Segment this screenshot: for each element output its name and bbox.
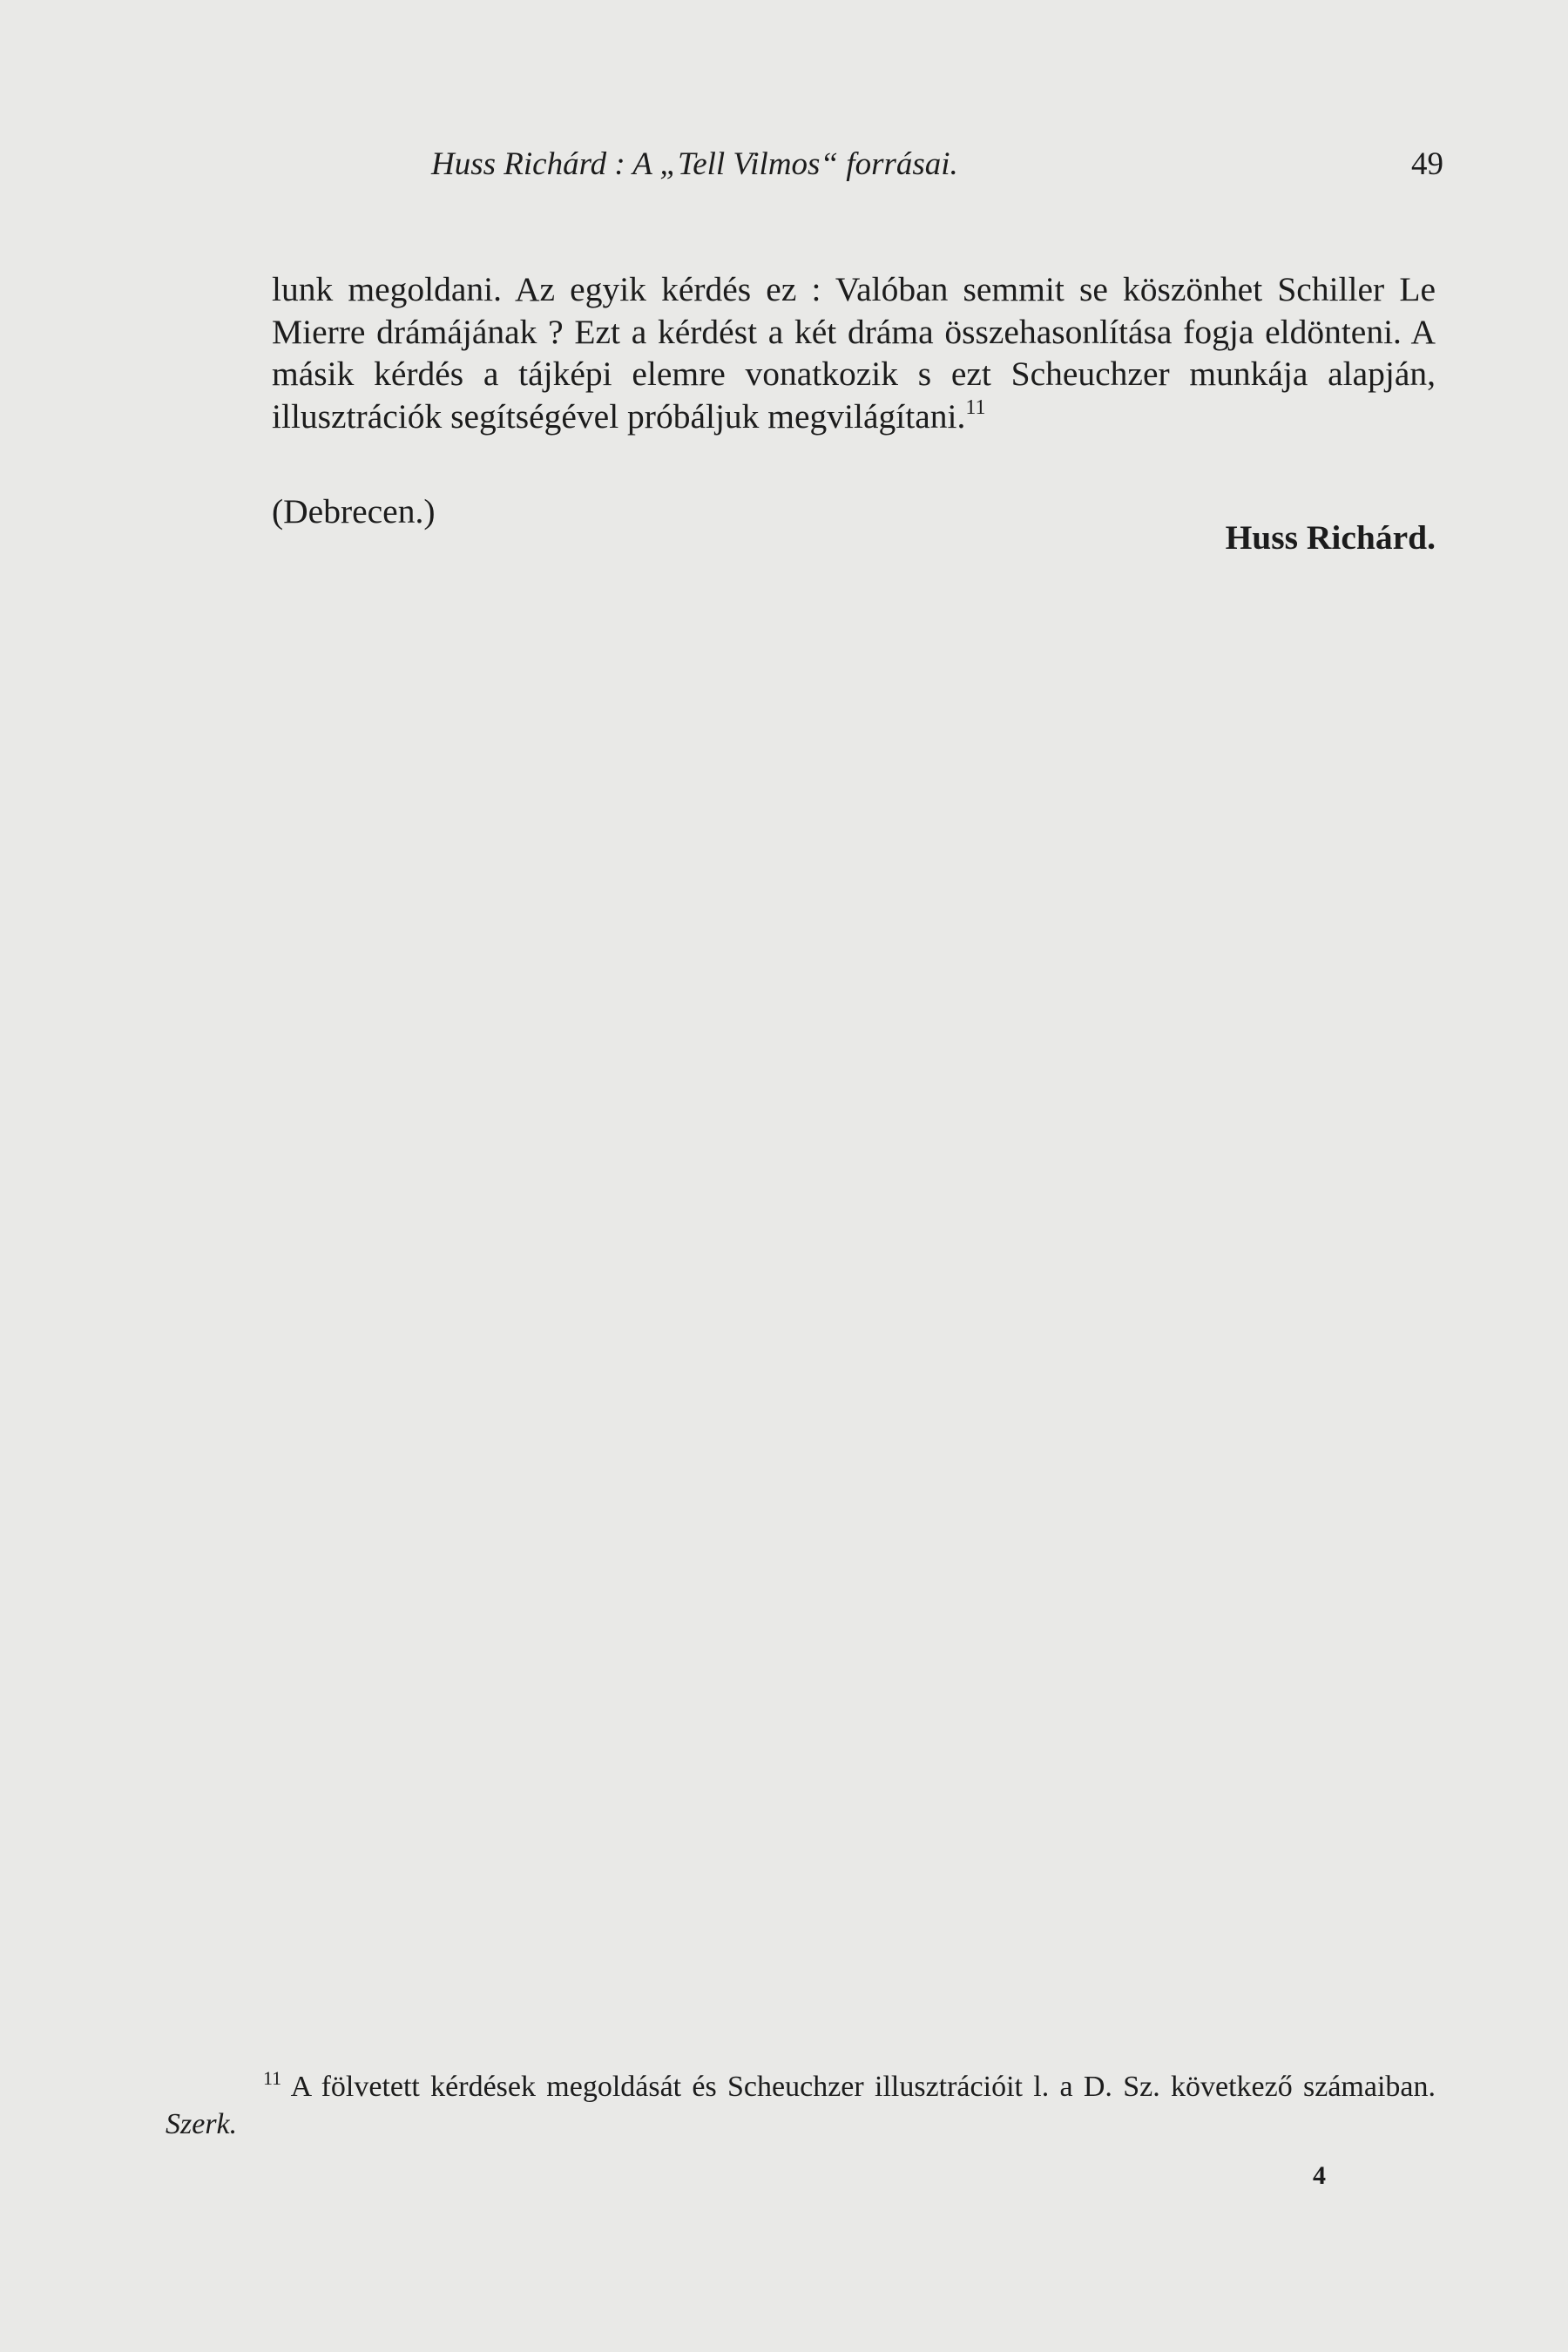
printer-signature-mark: 4 bbox=[1313, 2161, 1326, 2190]
footnote-marker: 11 bbox=[263, 2067, 282, 2089]
body-paragraph bbox=[272, 268, 1436, 437]
footnote-paragraph bbox=[166, 2068, 1436, 2143]
footnote bbox=[166, 2068, 1436, 2143]
paragraph-content: lunk megoldani. Az egyik kérdés ez : Valóban semmit se köszönhet Schiller Le Mierre drámájának ? Ezt a kérdést a két dráma összehasonlítása fogja eldönteni. A másik kérdés a tájképi elemre vonatkozik s ezt Scheuchzer munkája alapján, illusztrációk segítségével próbáljuk megvilágítani. bbox=[272, 270, 1436, 436]
paragraph-text bbox=[272, 268, 1436, 437]
place-line: (Debrecen.) bbox=[272, 492, 436, 531]
page-number: 49 bbox=[1411, 146, 1443, 182]
running-title: Huss Richárd : A „Tell Vilmos“ forrásai. bbox=[431, 146, 958, 182]
author-signature: Huss Richárd. bbox=[1225, 518, 1436, 557]
footnote-reference[interactable]: 11 bbox=[965, 395, 986, 419]
footnote-editor: Szerk. bbox=[166, 2108, 238, 2140]
footnote-text: A fölvetett kérdések megoldását és Scheuchzer illusztrációit l. a D. Sz. következő számaiban. bbox=[290, 2071, 1436, 2103]
